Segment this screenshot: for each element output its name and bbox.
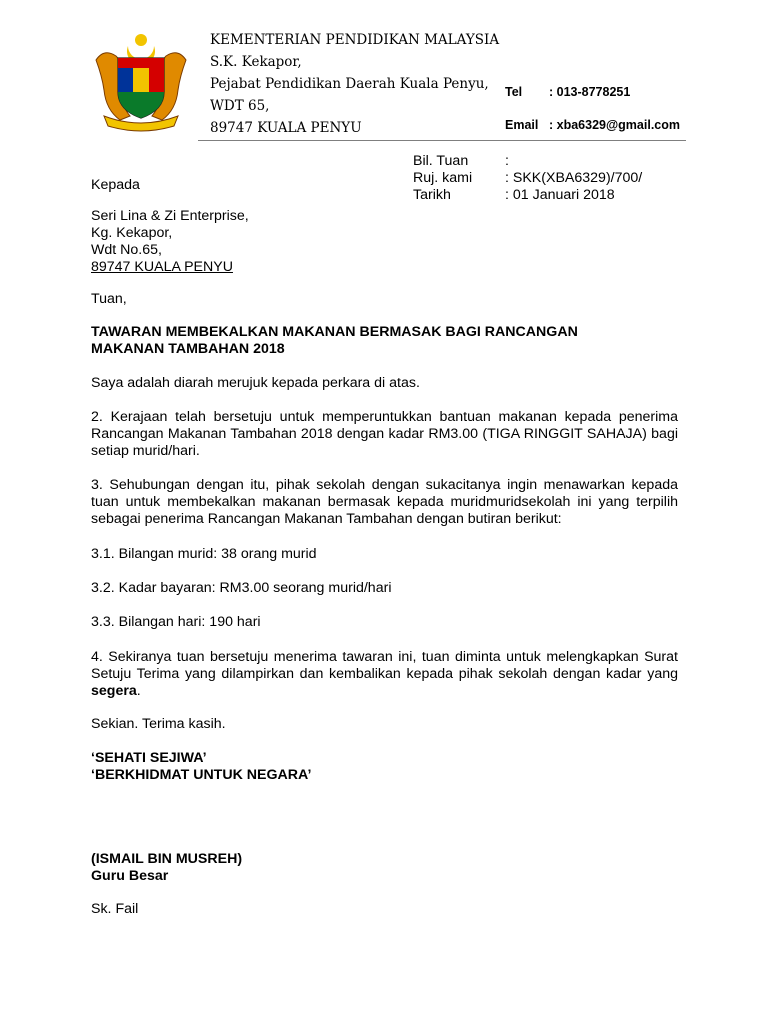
signatory-name: (ISMAIL BIN MUSREH) bbox=[91, 851, 243, 867]
ruj-label: Ruj. kami bbox=[413, 170, 473, 186]
malaysia-coat-of-arms bbox=[86, 30, 196, 132]
kepada-label: Kepada bbox=[91, 177, 140, 193]
recipient-line: Seri Lina & Zi Enterprise, bbox=[91, 208, 249, 224]
office-name: Pejabat Pendidikan Daerah Kuala Penyu, bbox=[210, 76, 489, 92]
recipient-line: Kg. Kekapor, bbox=[91, 225, 173, 241]
detail-days: 3.3. Bilangan hari: 190 hari bbox=[91, 614, 261, 630]
email-value: : xba6329@gmail.com bbox=[549, 118, 680, 132]
recipient-postcode: 89747 KUALA PENYU bbox=[91, 259, 233, 275]
closing-line: Sekian. Terima kasih. bbox=[91, 716, 226, 732]
bil-value: : bbox=[505, 153, 509, 169]
subject-line: MAKANAN TAMBAHAN 2018 bbox=[91, 341, 285, 357]
email-label: Email bbox=[505, 118, 539, 132]
school-name: S.K. Kekapor, bbox=[210, 54, 302, 70]
motto-line: ‘SEHATI SEJIWA’ bbox=[91, 750, 207, 766]
subject-line: TAWARAN MEMBEKALKAN MAKANAN BERMASAK BAGI RANCANGAN bbox=[91, 324, 578, 340]
paragraph-4-end: . bbox=[136, 683, 141, 699]
header-divider bbox=[198, 140, 686, 141]
subject-heading bbox=[91, 324, 578, 358]
detail-students: 3.1. Bilangan murid: 38 orang murid bbox=[91, 546, 317, 562]
motto-line: ‘BERKHIDMAT UNTUK NEGARA’ bbox=[91, 767, 312, 783]
signatory-title: Guru Besar bbox=[91, 868, 169, 884]
bil-label: Bil. Tuan bbox=[413, 153, 469, 169]
signature-block bbox=[91, 851, 242, 885]
postcode-town: 89747 KUALA PENYU bbox=[210, 120, 362, 136]
recipient-line: Wdt No.65, bbox=[91, 242, 162, 258]
paragraph-3: 3. Sehubungan dengan itu, pihak sekolah dengan sukacitanya ingin menawarkan kepada tuan untuk membekalkan makanan bermasak kepada muridmuridsekolah ini yang terpilih sebagai penerima Rancangan Makanan Tambahan dengan butiran berikut: bbox=[91, 477, 678, 527]
letterhead-address bbox=[210, 29, 499, 139]
recipient-address bbox=[91, 208, 249, 276]
tarikh-value: : 01 Januari 2018 bbox=[505, 187, 615, 203]
ruj-value: : SKK(XBA6329)/700/ bbox=[505, 170, 643, 186]
detail-rate: 3.2. Kadar bayaran: RM3.00 seorang murid/hari bbox=[91, 580, 392, 596]
paragraph-4 bbox=[91, 649, 678, 700]
tel-value: : 013-8778251 bbox=[549, 85, 631, 99]
wdt-line: WDT 65, bbox=[210, 98, 270, 114]
salutation: Tuan, bbox=[91, 291, 127, 307]
tel-label: Tel bbox=[505, 85, 523, 99]
paragraph-intro: Saya adalah diarah merujuk kepada perkara di atas. bbox=[91, 375, 420, 391]
motto bbox=[91, 750, 311, 784]
paragraph-4-emphasis: segera bbox=[91, 683, 137, 699]
cc-line: Sk. Fail bbox=[91, 901, 139, 917]
paragraph-2: 2. Kerajaan telah bersetuju untuk memperuntukkan bantuan makanan kepada penerima Rancangan Makanan Tambahan 2018 dengan kadar RM3.00 (TIGA RINGGIT SAHAJA) bagi setiap murid/hari. bbox=[91, 409, 678, 459]
tarikh-label: Tarikh bbox=[413, 187, 451, 203]
ref-values bbox=[505, 153, 642, 204]
paragraph-4-text: 4. Sekiranya tuan bersetuju menerima tawaran ini, tuan diminta untuk melengkapkan Surat Setuju Terima yang dilampirkan dan kembalikan kepada pihak sekolah dengan kadar yang bbox=[91, 649, 678, 682]
ref-labels bbox=[413, 153, 472, 204]
ministry-name: KEMENTERIAN PENDIDIKAN MALAYSIA bbox=[210, 32, 500, 48]
